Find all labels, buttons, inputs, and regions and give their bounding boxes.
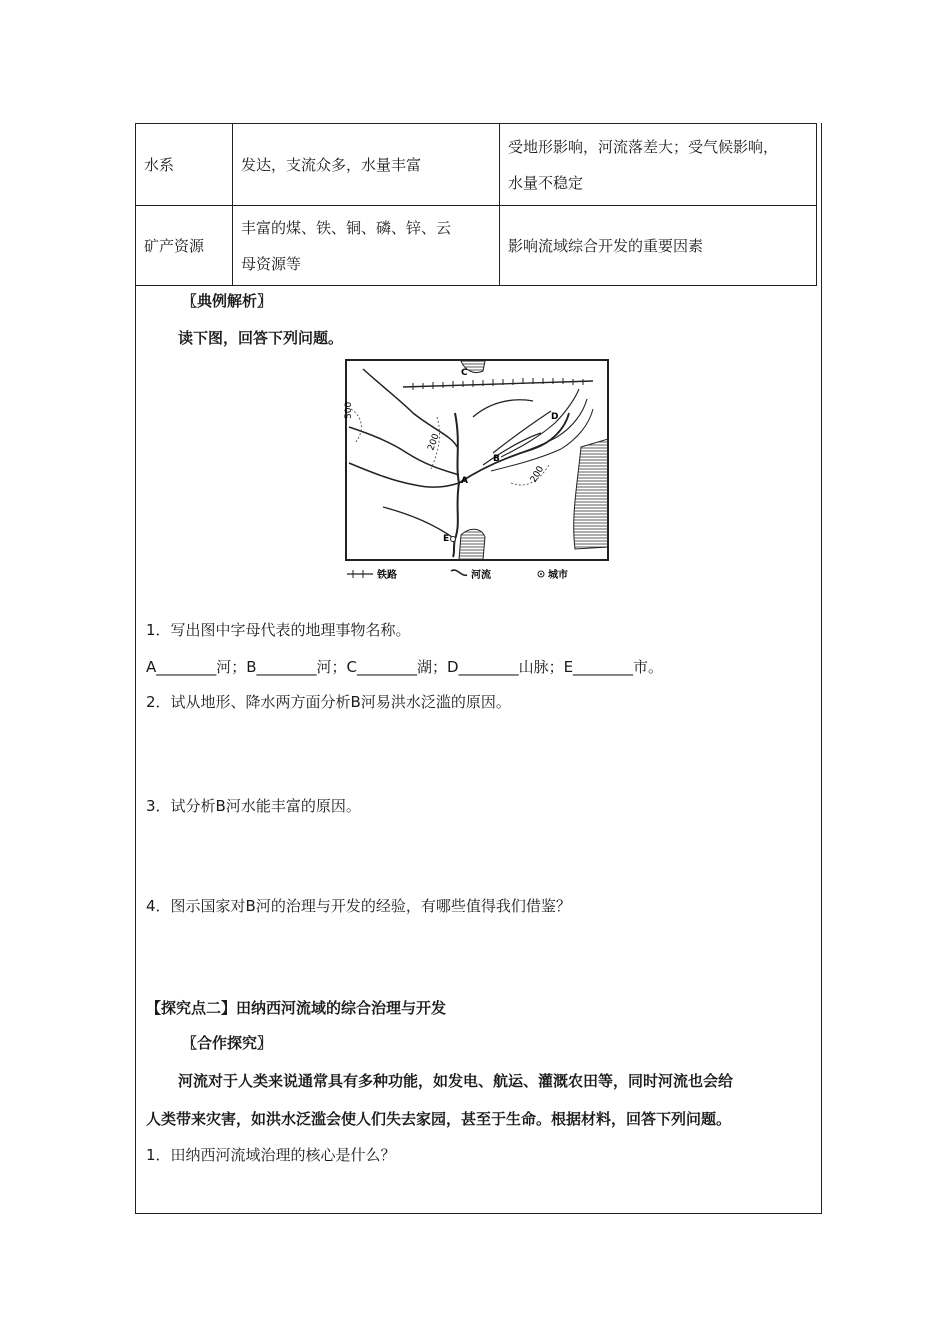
row-label: 水系 [136,124,233,206]
row-impact: 影响流域综合开发的重要因素 [500,206,817,286]
example-heading: 〖典例解析〗 [182,292,273,310]
label-a: A [461,476,468,486]
row-impact: 受地形影响，河流落差大；受气候影响， 水量不稳定 [500,124,817,206]
contour-200-west-label: 200 [426,432,442,453]
sea-hatch-south [459,529,485,560]
row-feature: 发达，支流众多，水量丰富 [233,124,500,206]
example-prompt: 读下图，回答下列问题。 [178,329,344,347]
contour-200-east-label: 200 [528,464,547,485]
label-c: C [461,368,468,378]
legend-river-label: 河流 [471,570,491,581]
question-1: 1．写出图中字母代表的地理事物名称。 [146,621,411,639]
section2-paragraph-line2: 人类带来灾害，如洪水泛滥会使人们失去家园，甚至于生命。根据材料，回答下列问题。 [146,1110,732,1128]
legend-river-icon [451,570,467,575]
label-d: D [551,412,559,422]
row-feature: 丰富的煤、铁、铜、磷、锌、云 母资源等 [233,206,500,286]
contour-500-label: 500 [344,401,354,419]
question-2: 2．试从地形、降水两方面分析B河易洪水泛滥的原因。 [146,693,511,711]
question-1-blanks: A________河；B________河；C________湖；D________山脉；E________市。 [146,658,664,676]
question-3: 3．试分析B河水能丰富的原因。 [146,797,361,815]
legend-city-label: 城市 [548,570,568,581]
table-row [136,206,817,286]
row-label: 矿产资源 [136,206,233,286]
label-b: B [493,454,500,464]
city-e-marker [451,537,456,542]
label-e: E [443,534,450,544]
legend-railway-label: 铁路 [377,570,397,581]
info-table [135,123,817,286]
section2-heading: 【探究点二】田纳西河流域的综合治理与开发 [146,999,447,1017]
section2-paragraph-line1: 河流对于人类来说通常具有多种功能，如发电、航运、灌溉农田等，同时河流也会给 [178,1072,734,1090]
river-basin-map [343,357,611,582]
question-4: 4．图示国家对B河的治理与开发的经验，有哪些值得我们借鉴？ [146,897,571,915]
table-row [136,124,817,206]
section2-subheading: 〖合作探究〗 [182,1034,273,1052]
section2-question-1: 1．田纳西河流域治理的核心是什么？ [146,1146,396,1164]
